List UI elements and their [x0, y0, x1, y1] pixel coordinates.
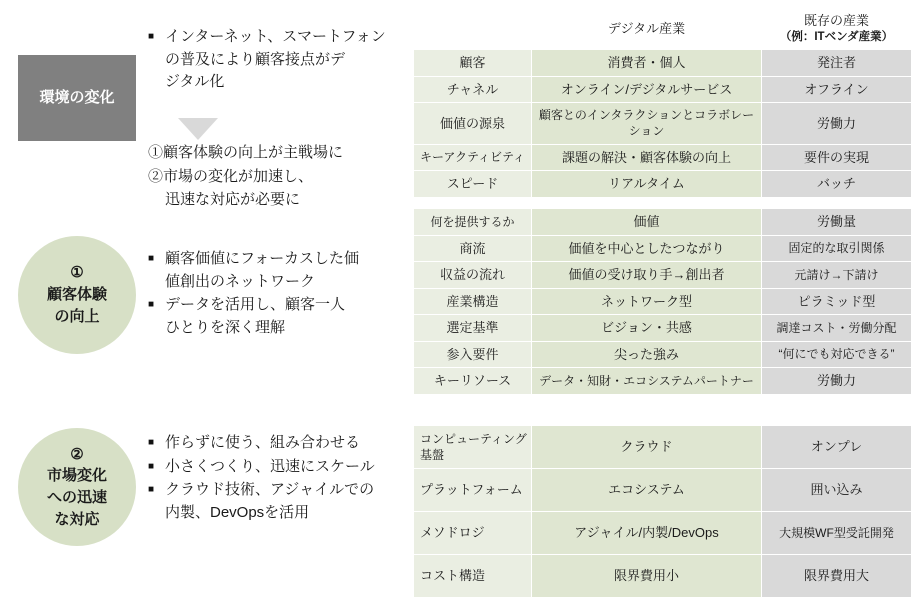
square-bullet-icon: ■ — [148, 437, 155, 448]
row-label: 何を提供するか — [414, 209, 532, 236]
row-legacy-value: 固定的な取引関係 — [762, 235, 912, 262]
comparison-table-industry — [413, 8, 912, 198]
row-label: コスト構造 — [414, 555, 532, 598]
row-digital-value: 限界費用小 — [532, 555, 762, 598]
comparison-table-technology — [413, 425, 912, 598]
row-digital-value: データ・知財・エコシステムパートナー — [532, 368, 762, 395]
note-text — [165, 248, 398, 293]
row-digital-value: 課題の解決・顧客体験の向上 — [532, 144, 762, 171]
row-legacy-value: 元請け→下請け — [762, 262, 912, 289]
stage-customer-experience-line1: ① — [70, 264, 84, 282]
row-label — [414, 426, 532, 469]
note-text-line: インターネット、スマートフォン — [165, 28, 386, 45]
row-label: 参入要件 — [414, 341, 532, 368]
table-header-legacy-main: 既存の産業 — [803, 13, 869, 28]
note-text-line: ジタル化 — [165, 73, 225, 90]
table-row — [414, 341, 912, 368]
table-row — [414, 235, 912, 262]
table-header-row — [414, 8, 912, 50]
row-digital-value: リアルタイム — [532, 171, 762, 198]
square-bullet-icon: ■ — [148, 31, 155, 42]
note-text — [165, 26, 396, 94]
row-legacy-value: 発注者 — [762, 50, 912, 77]
row-label: スピード — [414, 171, 532, 198]
row-legacy-value: 調達コスト・労働分配 — [762, 315, 912, 342]
down-arrow-icon — [178, 118, 218, 140]
note-text — [165, 479, 406, 524]
row-label-line1: コンピューティング — [420, 431, 527, 446]
note-line — [148, 479, 406, 524]
stage-customer-experience-line2: 顧客体験 — [46, 286, 107, 304]
stage-market-response-line4: な対応 — [54, 510, 100, 528]
note-line — [148, 248, 398, 293]
note-text — [165, 456, 406, 479]
note-text-line: ①顧客体験の向上が主戦場に — [148, 144, 344, 161]
stage-market-response-label — [47, 444, 107, 531]
table-row — [414, 368, 912, 395]
stage-market-response — [18, 428, 136, 546]
note-text-line: データを活用し、顧客一人 — [165, 296, 346, 313]
note-text-line: 内製、DevOpsを活用 — [165, 503, 310, 521]
note-environment-change — [148, 26, 396, 95]
comparison-table-business — [413, 208, 912, 395]
note-line — [148, 294, 398, 339]
stage-customer-experience-label — [47, 262, 107, 327]
table-row — [414, 171, 912, 198]
table-row — [414, 555, 912, 598]
note-text-line: ②市場の変化が加速し、 — [148, 167, 314, 185]
row-digital-value: オンライン/デジタルサービス — [532, 76, 762, 103]
row-label: チャネル — [414, 76, 532, 103]
stage-customer-experience — [18, 236, 136, 354]
row-legacy-value: ピラミッド型 — [762, 288, 912, 315]
table-header-digital: デジタル産業 — [532, 8, 762, 50]
row-legacy-value: 大規模WF型受託開発 — [762, 512, 912, 555]
row-legacy-value: 労働力 — [762, 103, 912, 144]
note-text — [165, 432, 406, 455]
row-digital-value: 価値を中心としたつながり — [532, 235, 762, 262]
note-market-response — [148, 432, 406, 525]
row-digital-value: 価値の受け取り手→創出者 — [532, 262, 762, 289]
note-text-line: 値創出のネットワーク — [165, 272, 316, 290]
row-legacy-value: 労働力 — [762, 368, 912, 395]
table-row — [414, 315, 912, 342]
note-text-line: 顧客価値にフォーカスした価 — [165, 250, 359, 267]
note-line — [148, 456, 406, 479]
row-label: プラットフォーム — [414, 469, 532, 512]
row-label: 産業構造 — [414, 288, 532, 315]
stage-environment-change-label: 環境の変化 — [39, 89, 115, 107]
row-label: 選定基準 — [414, 315, 532, 342]
row-digital-value: クラウド — [532, 426, 762, 469]
row-digital-value: エコシステム — [532, 469, 762, 512]
table-row — [414, 50, 912, 77]
note-line — [148, 26, 396, 94]
row-label: キーリソース — [414, 368, 532, 395]
table-header-legacy-sub: （例：ITベンダ産業） — [779, 30, 894, 43]
table-header-empty — [414, 8, 532, 50]
row-legacy-value: 労働量 — [762, 209, 912, 236]
row-label: 収益の流れ — [414, 262, 532, 289]
square-bullet-icon: ■ — [148, 484, 155, 495]
row-digital-value: ビジョン・共感 — [532, 315, 762, 342]
table-row — [414, 76, 912, 103]
row-digital-value: 価値 — [532, 209, 762, 236]
note-customer-experience — [148, 248, 398, 340]
note-text-line: の普及により顧客接点がデ — [165, 50, 346, 68]
row-legacy-value: バッチ — [762, 171, 912, 198]
table-row — [414, 512, 912, 555]
row-label: 商流 — [414, 235, 532, 262]
row-label: 顧客 — [414, 50, 532, 77]
square-bullet-icon: ■ — [148, 253, 155, 264]
note-text-line: 作らずに使う、組み合わせる — [165, 434, 361, 451]
table-row — [414, 209, 912, 236]
table-row — [414, 426, 912, 469]
row-digital-value: 尖った強み — [532, 341, 762, 368]
row-digital-value: ネットワーク型 — [532, 288, 762, 315]
table-row — [414, 144, 912, 171]
stage-environment-change — [18, 55, 136, 141]
square-bullet-icon: ■ — [148, 460, 155, 472]
row-legacy-value: オフライン — [762, 76, 912, 103]
stage-market-response-line2: 市場変化 — [46, 467, 107, 485]
row-label: キーアクティビティ — [414, 144, 532, 171]
stage-market-response-line1: ② — [70, 445, 84, 463]
table-row — [414, 469, 912, 512]
row-legacy-value: 囲い込み — [762, 469, 912, 512]
row-legacy-value: オンプレ — [762, 426, 912, 469]
stage-market-response-line3: への迅速 — [46, 489, 107, 506]
row-label: 価値の源泉 — [414, 103, 532, 144]
note-text-line: クラウド技術、アジャイルでの — [165, 481, 375, 498]
square-bullet-icon: ■ — [148, 299, 155, 310]
table-header-legacy — [762, 8, 912, 50]
row-legacy-value: “何にでも対応できる” — [762, 341, 912, 368]
note-text-line: ひとりを深く理解 — [165, 318, 286, 336]
row-digital-value: 消費者・個人 — [532, 50, 762, 77]
note-text-line: 小さくつくり、迅速にスケール — [165, 457, 375, 475]
note-line — [148, 432, 406, 455]
row-label: メソドロジ — [414, 512, 532, 555]
note-text-line: 迅速な対応が必要に — [165, 191, 301, 208]
table-row — [414, 288, 912, 315]
row-digital-value: 顧客とのインタラクションとコラボレーション — [532, 103, 762, 144]
note-text — [165, 294, 398, 339]
note-transition-points — [148, 142, 400, 213]
row-legacy-value: 限界費用大 — [762, 555, 912, 598]
row-label-line2: 基盤 — [420, 448, 445, 462]
table-row — [414, 103, 912, 144]
row-digital-value: アジャイル/内製/DevOps — [532, 512, 762, 555]
table-row — [414, 262, 912, 289]
stage-customer-experience-line3: の向上 — [54, 307, 100, 325]
row-legacy-value: 要件の実現 — [762, 144, 912, 171]
